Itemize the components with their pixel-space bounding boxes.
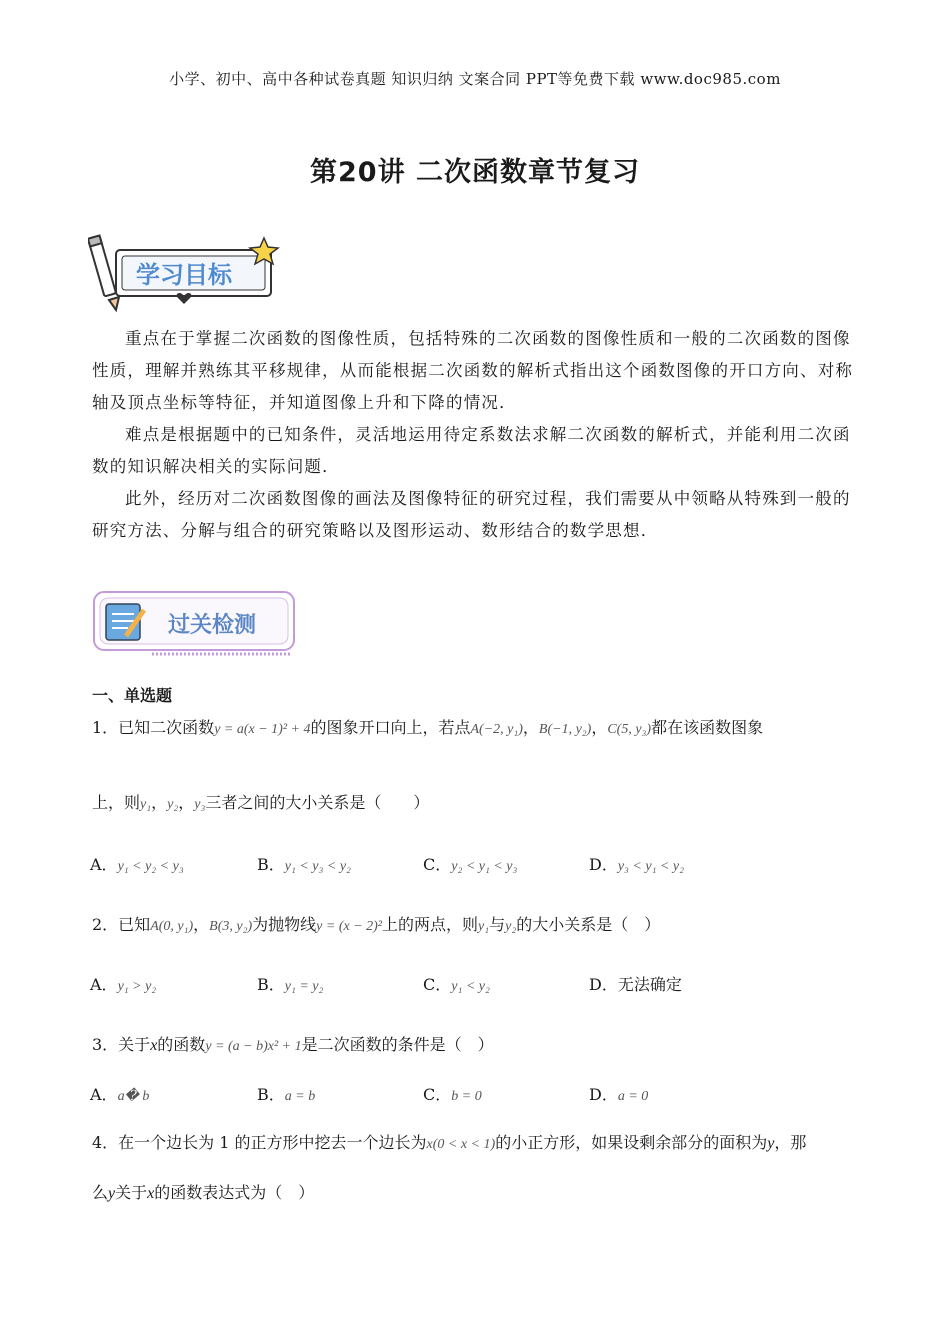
checkpoint-label: 过关检测 xyxy=(168,613,257,638)
q1-option-d: D．y₃ < y₁ < y₂ xyxy=(589,855,684,874)
q1-option-b: B．y₁ < y₃ < y₂ xyxy=(257,855,351,874)
q1-text-b: 的图象开口向上，若点 xyxy=(310,718,471,737)
q1-text-a: 1．已知二次函数 xyxy=(92,718,215,737)
learning-goals-badge xyxy=(88,226,288,316)
site-header: 小学、初中、高中各种试卷真题 知识归纳 文案合同 PPT等免费下载 www.doc985.com xyxy=(169,70,781,88)
q2-option-b: B．y₁ = y₂ xyxy=(257,975,324,994)
q1-y2: y₂ xyxy=(167,797,179,812)
q1-y1: y₁ xyxy=(140,797,152,812)
q3-option-b: B．a = b xyxy=(257,1085,316,1104)
q1-text-c: 都在该函数图象 xyxy=(651,718,764,737)
q1-text-e: 三者之间的大小关系是（ ） xyxy=(205,793,430,812)
question-2: 2．已知A(0, y₁)，B(3, y₂)为抛物线y = (x − 2)²上的两点，则y₁与y₂的大小关系是（ ） xyxy=(92,915,661,934)
goal-paragraph-1: 重点在于掌握二次函数的图像性质，包括特殊的二次函数的图像性质和一般的二次函数的图像性质，理解并熟练其平移规律，从而能根据二次函数的解析式指出这个函数图像的开口方向、对称轴及顶点坐标等特征，并知道图像上升和下降的情况． xyxy=(92,329,854,412)
learning-goals-label: 学习目标 xyxy=(136,261,232,289)
q2-option-c: C．y₁ < y₂ xyxy=(423,975,490,994)
goal-paragraph-3: 此外，经历对二次函数图像的画法及图像特征的研究过程，我们需要从中领略从特殊到一般的研究方法、分解与组合的研究策略以及图形运动、数形结合的数学思想． xyxy=(92,489,851,540)
notebook-pencil-icon xyxy=(106,604,144,640)
pencil-icon xyxy=(88,236,119,310)
q3-option-c: C．b = 0 xyxy=(423,1085,482,1104)
q1-option-c: C．y₂ < y₁ < y₃ xyxy=(423,855,518,874)
q2-option-a: A．y₁ > y₂ xyxy=(90,975,157,994)
q2-option-d: D．无法确定 xyxy=(589,975,682,994)
q1-option-a: A．y₁ < y₂ < y₃ xyxy=(90,855,184,874)
q1-y3: y₃ xyxy=(194,797,206,812)
question-1-line-2 xyxy=(92,790,429,813)
q3-option-d: D．a = 0 xyxy=(589,1085,649,1104)
question-3: 3．关于x的函数y = (a − b)x² + 1是二次函数的条件是（ ） xyxy=(92,1035,494,1054)
q1-sep-1: ， xyxy=(522,718,539,737)
q1-point-c: C(5, y₃) xyxy=(607,722,652,737)
question-1-line-1 xyxy=(92,715,763,738)
q1-point-b: B(−1, y₂) xyxy=(538,722,592,737)
goal-paragraph-2: 难点是根据题中的已知条件，灵活地运用待定系数法求解二次函数的解析式，并能利用二次函数的知识解决相关的实际问题． xyxy=(92,425,851,476)
checkpoint-badge xyxy=(92,590,297,660)
q1-sep-3: ， xyxy=(151,793,168,812)
q1-expression: y = a(x − 1)² + 4 xyxy=(214,722,311,737)
page-title: 第20讲 二次函数章节复习 xyxy=(310,157,640,188)
q1-sep-2: ， xyxy=(591,718,608,737)
question-4-line-1: 4．在一个边长为 1 的正方形中挖去一个边长为x(0 < x < 1)的小正方形，如果设剩余部分的面积为y，那 xyxy=(92,1133,807,1152)
q1-text-d: 上，则 xyxy=(92,793,141,812)
question-4-line-2: 么y关于x的函数表达式为（ ） xyxy=(92,1183,315,1202)
q1-sep-4: ， xyxy=(178,793,195,812)
q1-point-a: A(−2, y₁) xyxy=(470,722,523,737)
section-title: 一、单选题 xyxy=(92,686,173,705)
q3-option-a: A．a� b xyxy=(90,1085,150,1104)
